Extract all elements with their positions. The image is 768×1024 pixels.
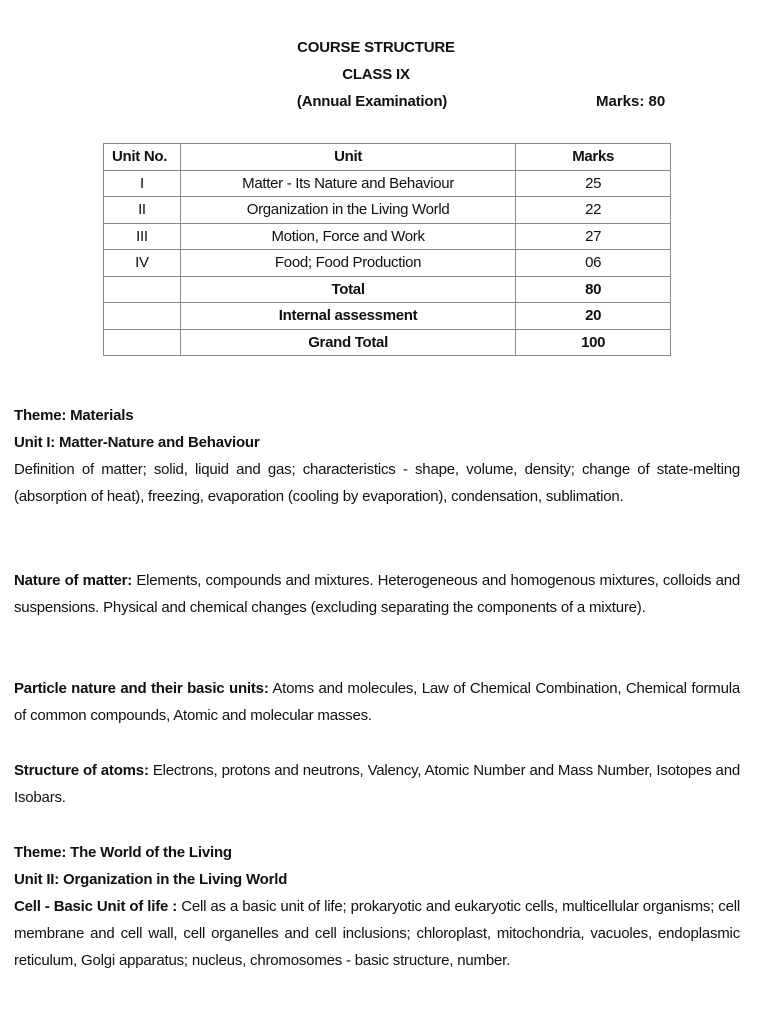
nature-of-matter-paragraph	[14, 567, 740, 621]
unit-no-cell	[104, 303, 181, 330]
unit-name-cell: Motion, Force and Work	[180, 223, 515, 250]
header-marks: Marks	[516, 144, 671, 171]
cell-label: Cell - Basic Unit of life :	[14, 898, 178, 915]
grand-total-label-cell: Grand Total	[180, 329, 515, 356]
theme-materials-heading	[14, 402, 740, 510]
structure-of-atoms-paragraph	[14, 757, 740, 811]
total-label-cell: Total	[180, 276, 515, 303]
table-row	[104, 197, 671, 224]
structure-of-atoms-text: Electrons, protons and neutrons, Valency, Atomic Number and Mass Number, Isotopes and Isobars.	[14, 762, 740, 806]
table-row-grand-total	[104, 329, 671, 356]
nature-of-matter-text: Elements, compounds and mixtures. Heterogeneous and homogenous mixtures, colloids and suspensions. Physical and chemical changes (excluding separating the components of a mixture).	[14, 572, 740, 616]
header-unit-no: Unit No.	[104, 144, 181, 171]
table-row	[104, 223, 671, 250]
internal-assessment-marks-cell: 20	[516, 303, 671, 330]
unit-no-cell	[104, 276, 181, 303]
unit-no-cell: II	[104, 197, 181, 224]
internal-assessment-label-cell: Internal assessment	[180, 303, 515, 330]
theme-living-section	[14, 839, 740, 974]
unit-no-cell: I	[104, 170, 181, 197]
unit-no-cell: III	[104, 223, 181, 250]
unit-marks-cell: 06	[516, 250, 671, 277]
unit-marks-cell: 22	[516, 197, 671, 224]
unit-name-cell: Food; Food Production	[180, 250, 515, 277]
unit-marks-cell: 25	[516, 170, 671, 197]
theme-heading: Theme: The World of the Living	[14, 844, 232, 861]
theme-heading: Theme: Materials	[14, 407, 134, 424]
exam-subtitle: (Annual Examination)	[296, 93, 448, 110]
table-row-total	[104, 276, 671, 303]
class-title: CLASS IX	[342, 66, 410, 83]
structure-of-atoms-label: Structure of atoms:	[14, 762, 149, 779]
particle-nature-label: Particle nature and their basic units:	[14, 680, 269, 697]
table-row	[104, 250, 671, 277]
course-structure-table	[103, 143, 671, 356]
total-marks: Marks: 80	[596, 93, 666, 110]
unit-no-cell	[104, 329, 181, 356]
unit1-description: Definition of matter; solid, liquid and gas; characteristics - shape, volume, density; change of state-melting (absorption of heat), freezing, evaporation (cooling by evaporation), condensation, sublimation.	[14, 461, 740, 505]
particle-nature-text: Atoms and molecules, Law of Chemical Combination, Chemical formula of common compounds, Atomic and molecular masses.	[14, 680, 740, 724]
cell-paragraph	[14, 893, 740, 974]
total-marks-cell: 80	[516, 276, 671, 303]
unit-name-cell: Organization in the Living World	[180, 197, 515, 224]
unit-no-cell: IV	[104, 250, 181, 277]
cell-text: Cell as a basic unit of life; prokaryotic and eukaryotic cells, multicellular organisms; cell membrane and cell wall, cell organelles and cell inclusions; chloroplast, mitochondria, vacuoles, endoplasmic reticulum, Golgi apparatus; nucleus, chromosomes - basic structure, number.	[14, 898, 740, 969]
table-header-row	[104, 144, 671, 171]
unit-marks-cell: 27	[516, 223, 671, 250]
header-unit: Unit	[180, 144, 515, 171]
nature-of-matter-label: Nature of matter:	[14, 572, 133, 589]
unit-name-cell: Matter - Its Nature and Behaviour	[180, 170, 515, 197]
particle-nature-paragraph	[14, 675, 740, 729]
grand-total-marks-cell: 100	[516, 329, 671, 356]
course-structure-title: COURSE STRUCTURE	[297, 39, 455, 56]
unit-heading: Unit I: Matter-Nature and Behaviour	[14, 434, 260, 451]
table-row	[104, 170, 671, 197]
table-row-internal	[104, 303, 671, 330]
unit-heading: Unit II: Organization in the Living World	[14, 871, 288, 888]
